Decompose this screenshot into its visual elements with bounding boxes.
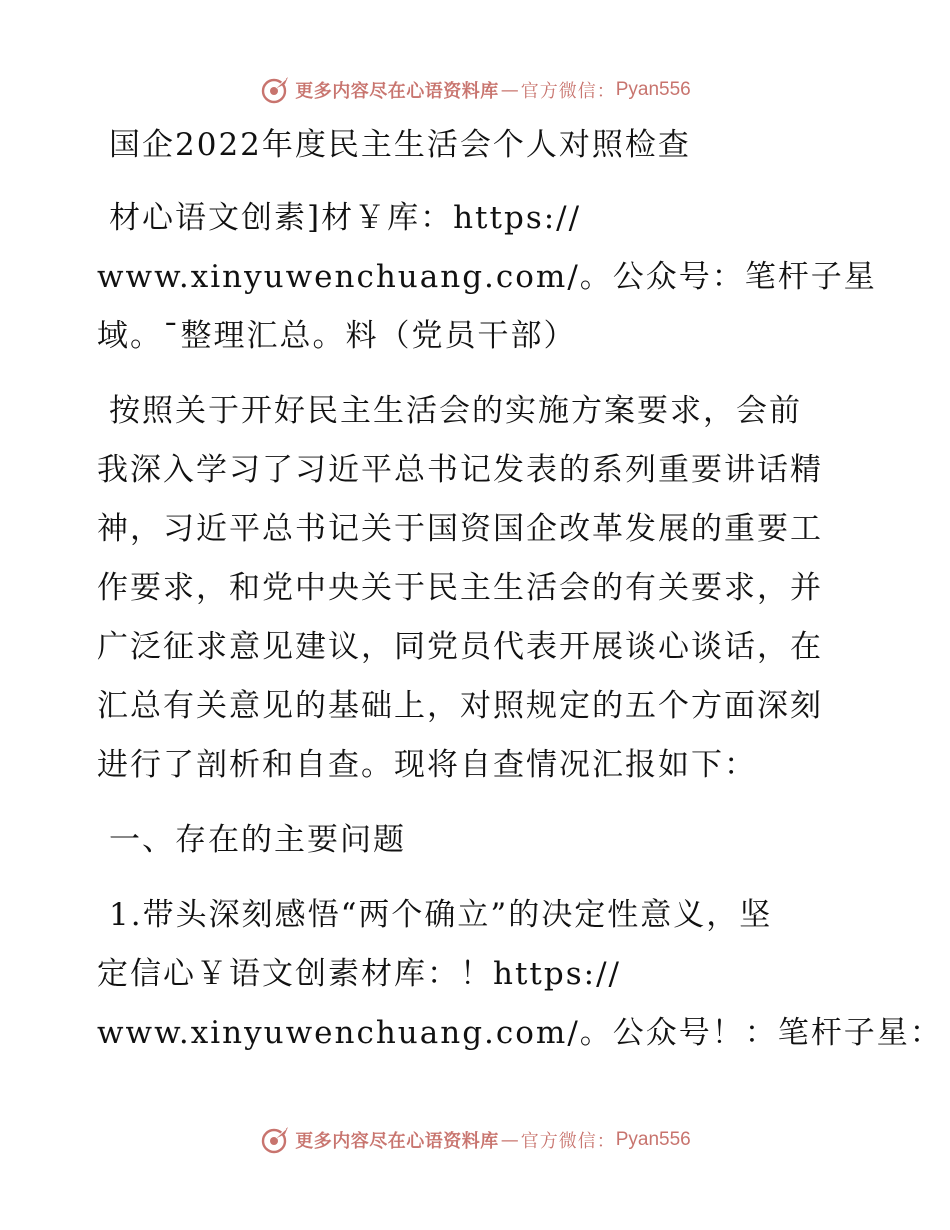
watermark-site-text: 更多内容尽在心语资料库	[295, 81, 499, 102]
item-line: 1.带头深刻感悟“两个确立”的决定性意义，坚	[109, 897, 773, 933]
watermark-footer	[0, 1123, 950, 1157]
watermark-wechat-id: Pyan556	[615, 1129, 691, 1150]
item-line: 定信心￥语文创素材库：！https://	[97, 956, 621, 992]
quill-logo-icon	[259, 1124, 291, 1156]
body-line: 汇总有关意见的基础上，对照规定的五个方面深刻	[97, 688, 823, 724]
watermark-label: 官方微信：	[520, 1131, 616, 1152]
intro-line: www.xinyuwenchuang.com/。公众号：笔杆子星	[97, 259, 877, 295]
intro-line: 材心语文创素]材￥库：https://	[109, 200, 582, 236]
item-line: www.xinyuwenchuang.com/。公众号！：笔杆子星：	[97, 1015, 943, 1051]
section-heading: 一、存在的主要问题	[109, 822, 406, 858]
body-line: 作要求，和党中央关于民主生活会的有关要求，并	[97, 570, 823, 606]
body-line: 我深入学习了习近平总书记发表的系列重要讲话精	[97, 452, 823, 488]
watermark-label: 官方微信：	[520, 81, 616, 102]
body-line: 按照关于开好民主生活会的实施方案要求，会前	[109, 393, 802, 429]
body-line: 神，习近平总书记关于国资国企改革发展的重要工	[97, 511, 823, 547]
watermark-site-text: 更多内容尽在心语资料库	[295, 1131, 499, 1152]
watermark-wechat-id: Pyan556	[615, 79, 691, 100]
watermark-separator: —	[500, 79, 519, 101]
document-title: 国企2022年度民主生活会个人对照检查	[109, 127, 691, 163]
intro-line: 域。¯整理汇总。料（党员干部）	[97, 318, 577, 354]
body-line: 进行了剖析和自查。现将自查情况汇报如下：	[97, 747, 757, 783]
quill-logo-icon	[259, 74, 291, 106]
watermark-separator: —	[500, 1129, 519, 1151]
document-body	[97, 116, 943, 1063]
body-line: 广泛征求意见建议，同党员代表开展谈心谈话，在	[97, 629, 823, 665]
watermark-header	[0, 73, 950, 107]
